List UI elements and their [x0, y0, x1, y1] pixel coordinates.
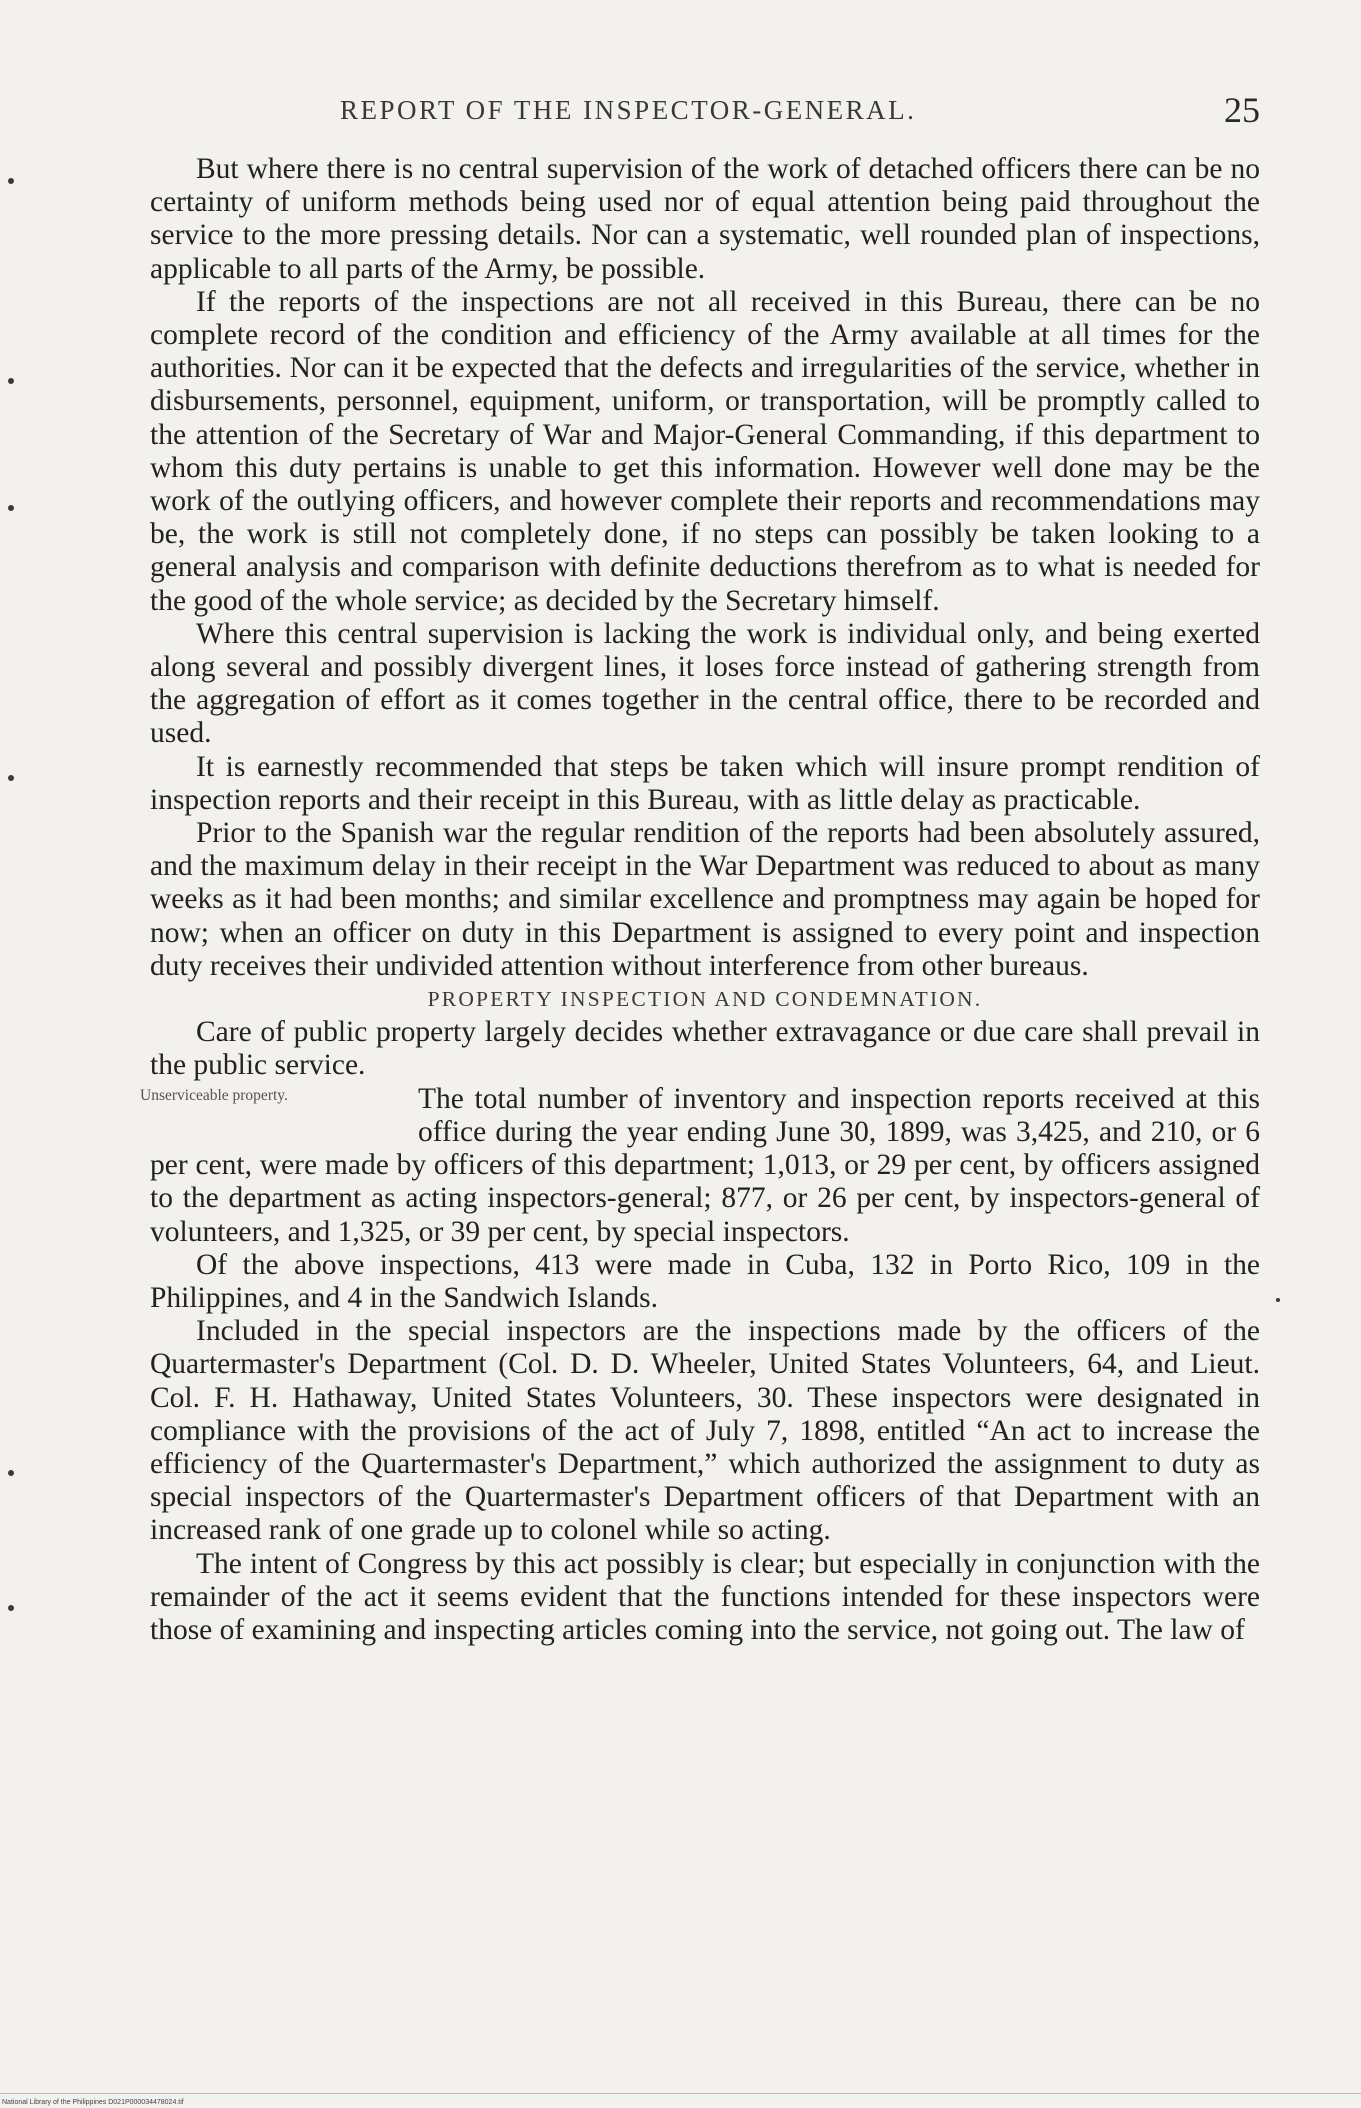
footer-rule	[0, 2093, 1361, 2094]
running-title: REPORT OF THE INSPECTOR-GENERAL.	[340, 95, 917, 125]
scan-footer-note: National Library of the Philippines D021P000034478024.tif	[2, 2099, 184, 2106]
paragraph: Of the above inspections, 413 were made in Cuba, 132 in Porto Rico, 109 in the Philippines, and 4 in the Sandwich Islands.	[150, 1248, 1260, 1314]
paragraph: Included in the special inspectors are the inspections made by the officers of the Quartermaster's Department (Col. D. D. Wheeler, United States Volunteers, 64, and Lieut. Col. F. H. Hathaway, United States Volunteers, 30. These inspectors were designated in compliance with the provisions of the act of July 7, 1898, entitled “An act to increase the efficiency of the Quartermaster's Department,” which authorized the assignment to duty as special inspectors of the Quartermaster's Department officers of that Department with an increased rank of one grade up to colonel while so acting.	[150, 1315, 1260, 1547]
scan-speck	[8, 178, 14, 184]
scan-speck	[8, 378, 14, 384]
scan-speck	[8, 505, 14, 511]
scan-speck	[8, 1470, 14, 1476]
paragraph: Prior to the Spanish war the regular rendition of the reports had been absolutely assured, and the maximum delay in their receipt in the War Department was reduced to about as many weeks as it had been months; and similar excellence and promptness may again be hoped for now; when an officer on duty in this Department is assigned to every point and inspection duty receives their undivided attention without interference from other bureaus.	[150, 817, 1260, 982]
scan-speck	[8, 1605, 14, 1611]
paragraph-text: The total number of inventory and inspection reports received at this office during the year ending June 30, 1899, was 3,425, and 210, or 6 per cent, were made by officers of this department; 1,013, or 29 per cent, by officers assigned to the department as acting inspectors-general; 877, or 26 per cent, by inspectors-general of volunteers, and 1,325, or 39 per cent, by special inspectors.	[150, 1082, 1260, 1248]
paragraph-with-margin-note	[140, 1082, 1260, 1249]
paragraph: Where this central supervision is lacking the work is individual only, and being exerted along several and possibly divergent lines, it loses force instead of gathering strength from the aggregation of effort as it comes together in the central office, there to be recorded and used.	[150, 617, 1260, 750]
page-header	[150, 90, 1260, 135]
scan-speck	[1276, 1298, 1280, 1302]
paragraph: If the reports of the inspections are not all received in this Bureau, there can be no complete record of the condition and efficiency of the Army available at all times for the authorities. Nor can it be expected that the defects and irregularities of the service, whether in disbursements, personnel, equipment, uniform, or transportation, will be promptly called to the attention of the Secretary of War and Major-General Commanding, if this department to whom this duty pertains is unable to get this information. However well done may be the work of the outlying officers, and however complete their reports and recommendations may be, the work is still not completely done, if no steps can possibly be taken looking to a general analysis and comparison with definite deductions therefrom as to what is needed for the good of the whole service; as decided by the Secretary himself.	[150, 285, 1260, 617]
paragraph: It is earnestly recommended that steps be taken which will insure prompt rendition of inspection reports and their receipt in this Bureau, with as little delay as practicable.	[150, 750, 1260, 816]
margin-note: Unserviceable property.	[140, 1086, 288, 1104]
page-number: 25	[1224, 90, 1260, 130]
paragraph: The intent of Congress by this act possibly is clear; but especially in conjunction with the remainder of the act it seems evident that the functions intended for these inspectors were those of examining and inspecting articles coming into the service, not going out. The law of	[150, 1547, 1260, 1646]
paragraph: But where there is no central supervision of the work of detached officers there can be no certainty of uniform methods being used nor of equal attention being paid throughout the service to the more pressing details. Nor can a systematic, well rounded plan of inspections, applicable to all parts of the Army, be possible.	[150, 153, 1260, 285]
body-text	[140, 153, 1260, 1647]
section-heading: PROPERTY INSPECTION AND CONDEMNATION.	[427, 987, 983, 1012]
paragraph: Care of public property largely decides whether extravagance or due care shall prevail in the public service.	[150, 1016, 1260, 1082]
scan-speck	[8, 775, 14, 781]
